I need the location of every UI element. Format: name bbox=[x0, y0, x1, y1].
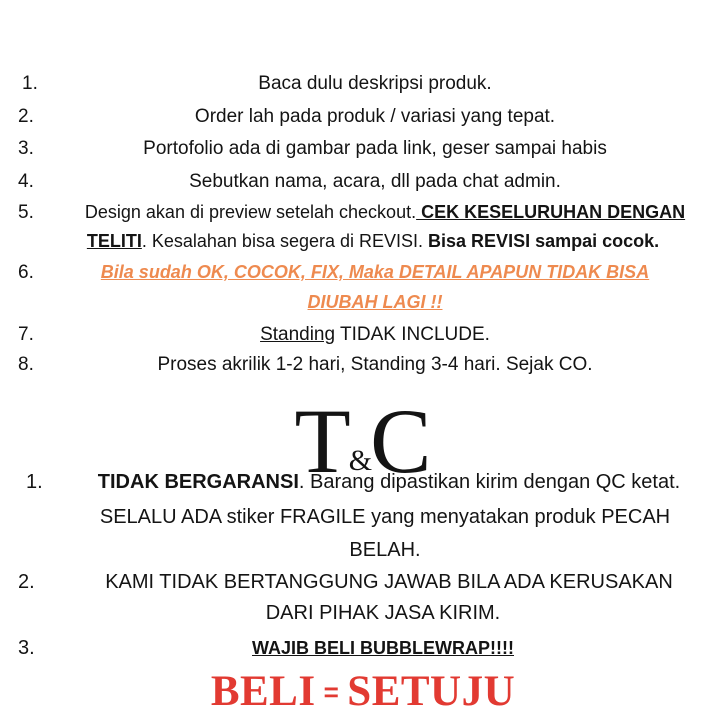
term-text-continued: DARI PIHAK JASA KIRIM. bbox=[265, 602, 501, 624]
term-text: WAJIB BELI BUBBLEWRAP!!!! bbox=[252, 638, 514, 658]
term-text: TIDAK BERGARANSI. Barang dipastikan kirim dengan QC ketat. bbox=[97, 471, 681, 493]
term-text-continued: BELAH. bbox=[349, 539, 421, 561]
rule-number: 4. bbox=[18, 171, 34, 192]
rule-number: 3. bbox=[18, 138, 34, 159]
rule-number: 2. bbox=[18, 106, 34, 127]
rule-number: 6. bbox=[18, 262, 34, 283]
term-text: KAMI TIDAK BERTANGGUNG JAWAB BILA ADA KERUSAKAN bbox=[105, 571, 673, 593]
rule-text: Design akan di preview setelah checkout. CEK KESELURUHAN DENGAN bbox=[84, 202, 686, 222]
rule-text: Order lah pada produk / variasi yang tepat. bbox=[194, 106, 556, 127]
term-number: 1. bbox=[26, 471, 43, 493]
rule-text: Portofolio ada di gambar pada link, geser sampai habis bbox=[143, 138, 607, 159]
term-number: 2. bbox=[18, 571, 35, 593]
rule-number: 8. bbox=[18, 354, 34, 375]
rule-text: Proses akrilik 1-2 hari, Standing 3-4 hari. Sejak CO. bbox=[157, 354, 593, 375]
rule-text: Sebutkan nama, acara, dll pada chat admin. bbox=[189, 171, 561, 192]
rule-number: 5. bbox=[18, 202, 34, 223]
rule-warning-text-continued: DIUBAH LAGI !! bbox=[307, 292, 443, 312]
term-number: 3. bbox=[18, 637, 35, 659]
rule-text: Standing TIDAK INCLUDE. bbox=[260, 324, 490, 345]
rule-warning-text: Bila sudah OK, COCOK, FIX, Maka DETAIL APAPUN TIDAK BISA bbox=[100, 262, 650, 282]
rule-number: 1. bbox=[22, 73, 38, 94]
rule-text: Baca dulu deskripsi produk. bbox=[258, 73, 492, 94]
footer-agreement: BELI = SETUJU bbox=[210, 668, 516, 715]
rule-number: 7. bbox=[18, 324, 34, 345]
rule-text-continued: TELITI. Kesalahan bisa segera di REVISI. Bisa REVISI sampai cocok. bbox=[86, 231, 660, 251]
tc-heading: T&C bbox=[294, 390, 432, 492]
term-text-continued: SELALU ADA stiker FRAGILE yang menyatakan produk PECAH bbox=[99, 506, 671, 528]
